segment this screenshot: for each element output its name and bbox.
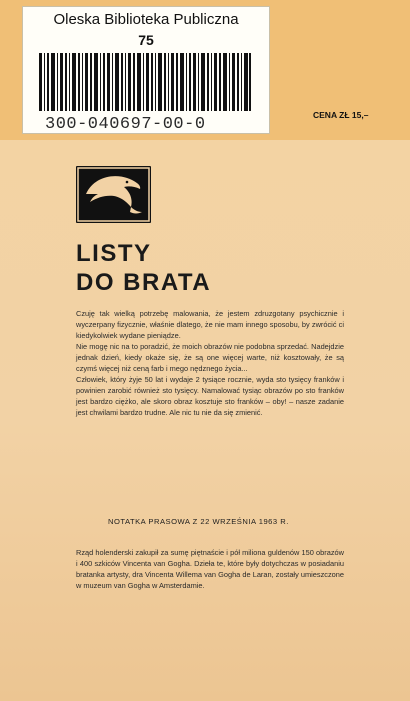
library-number: 75 bbox=[138, 32, 154, 48]
barcode bbox=[39, 53, 251, 111]
library-name: Oleska Biblioteka Publiczna bbox=[53, 11, 239, 28]
quote-block bbox=[76, 308, 344, 418]
dolphin-icon bbox=[76, 166, 151, 223]
press-note-text: Rząd holenderski zakupił za sumę piętnaście i pół miliona guldenów 150 obrazów i 400 szkiców Vincenta van Gogha. Dzieła te, które były dotychczas w posiadaniu bratanka artysty, dra Vincenta Willema van Gogha de Laran, zostały umieszczone w muzeum van Gogha w Amsterdamie. bbox=[76, 548, 344, 590]
paragraph-3: Człowiek, który żyje 50 lat i wydaje 2 tysiące rocznie, wyda sto tysięcy franków i powinien zarobić również sto tysięcy. Namalować tysiąc obrazów po sto franków jest bardzo ciężko, ale skoro obraz kosztuje sto franków – oby! – nasze zadanie jest chwilami bardzo trudne. Ale nic tu nie da się zmienić. bbox=[76, 375, 344, 417]
price-label: CENA ZŁ 15,– bbox=[313, 110, 369, 120]
barcode-number: 300-040697-00-0 bbox=[45, 115, 206, 134]
title-line-2: DO BRATA bbox=[76, 269, 212, 296]
title-line-1: LISTY bbox=[76, 240, 152, 267]
press-note-heading: NOTATKA PRASOWA Z 22 WRZEŚNIA 1963 R. bbox=[108, 517, 289, 526]
paragraph-1: Czuję tak wielką potrzebę malowania, że jestem zdruzgotany psychicznie i wyczerpany fizycznie, właśnie dlatego, że nie mam innego sposobu, by zwrócić ci kiedykolwiek wydane pieniądze. bbox=[76, 309, 344, 340]
library-label bbox=[22, 6, 270, 134]
paragraph-2: Nie mogę nic na to poradzić, że moich obrazów nie podobna sprzedać. Nadejdzie jednak dzień, kiedy okaże się, że są one więcej warte, niż kosztowały, że są czymś więcej niż ceną farb i mego nędznego życia... bbox=[76, 342, 344, 373]
